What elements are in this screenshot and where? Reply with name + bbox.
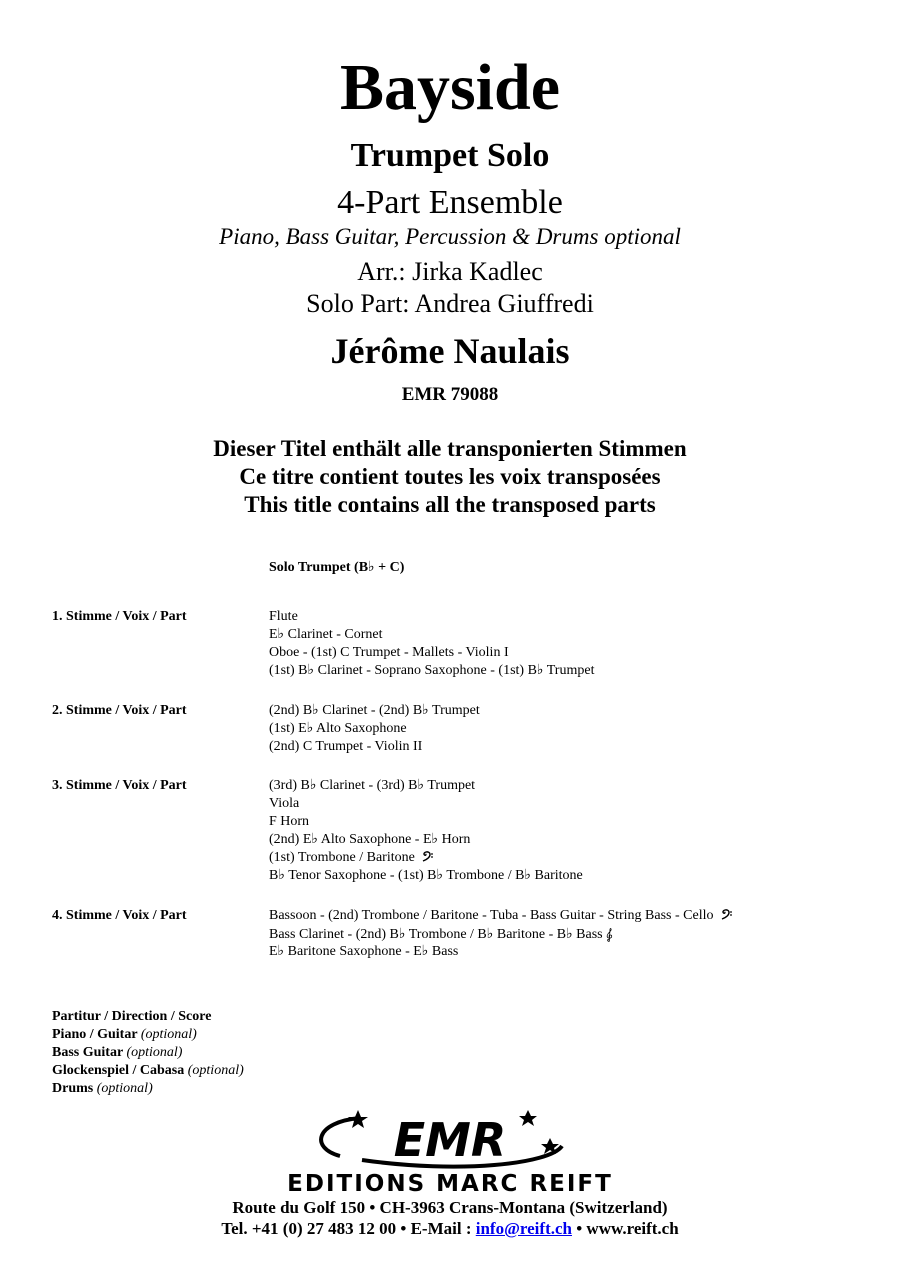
part-4-line-text: Bassoon - (2nd) Trombone / Baritone - Tuba - Bass Guitar - String Bass - Cello — [269, 908, 714, 923]
part-4-line-text: Bass Clarinet - (2nd) B♭ Trombone / B♭ Baritone - B♭ Bass — [269, 927, 603, 943]
part-4-line: E♭ Baritone Saxophone - E♭ Bass — [269, 944, 459, 959]
extra-optional: (optional) — [140, 1027, 197, 1042]
treble-clef-icon — [605, 925, 615, 945]
part-2-line: (2nd) C Trumpet - Violin II — [269, 739, 423, 754]
bass-clef-icon — [719, 909, 733, 923]
solo-trumpet-line: Solo Trumpet (B♭ + C) — [269, 560, 405, 575]
part-2-line: (1st) E♭ Alto Saxophone — [269, 721, 407, 736]
part-3-line: (3rd) B♭ Clarinet - (3rd) B♭ Trumpet — [269, 778, 476, 793]
extra-item — [52, 1008, 211, 1026]
part-1-line: Oboe - (1st) C Trumpet - Mallets - Violin I — [269, 645, 509, 660]
extra-item — [52, 1080, 153, 1098]
publisher-name: EDITIONS MARC REIFT — [287, 1171, 613, 1197]
extra-name: Drums — [52, 1081, 94, 1096]
note-german: Dieser Titel enthält alle transponierten Stimmen — [213, 436, 687, 461]
solo-part: Solo Part: Andrea Giuffredi — [306, 289, 594, 318]
extra-item — [52, 1026, 197, 1044]
note-french: Ce titre contient toutes les voix transposées — [239, 464, 661, 489]
extra-optional: (optional) — [126, 1045, 183, 1060]
part-1-line: Flute — [269, 609, 298, 624]
note-english: This title contains all the transposed parts — [244, 492, 656, 517]
part-4-label: 4. Stimme / Voix / Part — [52, 908, 187, 923]
publisher-web: • www.reift.ch — [576, 1219, 679, 1238]
part-2-line: (2nd) B♭ Clarinet - (2nd) B♭ Trumpet — [269, 703, 480, 718]
part-4-line-bass-clef — [269, 907, 733, 925]
part-3-line: Viola — [269, 796, 300, 811]
ensemble: 4-Part Ensemble — [337, 184, 563, 221]
publisher-address: Route du Golf 150 • CH-3963 Crans-Montana (Switzerland) — [232, 1198, 668, 1217]
extra-item — [52, 1062, 244, 1080]
part-1-line: (1st) B♭ Clarinet - Soprano Saxophone - (1st) B♭ Trumpet — [269, 663, 595, 678]
extra-optional: (optional) — [187, 1063, 244, 1078]
publisher-tel: Tel. +41 (0) 27 483 12 00 • E-Mail : — [221, 1219, 472, 1238]
bass-clef-icon — [420, 851, 434, 865]
subtitle: Trumpet Solo — [350, 137, 550, 174]
email-link[interactable]: info@reift.ch — [475, 1219, 572, 1238]
arranger: Arr.: Jirka Kadlec — [357, 257, 543, 286]
extra-name: Partitur / Direction / Score — [52, 1009, 212, 1024]
catalog-code: EMR 79088 — [401, 384, 499, 405]
publisher-contact — [0, 1218, 900, 1240]
extra-optional: (optional) — [96, 1081, 153, 1096]
part-1-line: E♭ Clarinet - Cornet — [269, 627, 383, 642]
part-3-line: B♭ Tenor Saxophone - (1st) B♭ Trombone / B♭ Baritone — [269, 868, 583, 883]
part-3-label: 3. Stimme / Voix / Part — [52, 778, 187, 793]
extra-name: Glockenspiel / Cabasa — [52, 1063, 185, 1078]
part-3-line: F Horn — [269, 814, 310, 829]
logo-text: EMR — [393, 1113, 507, 1167]
title: Bayside — [339, 51, 561, 124]
part-2-label: 2. Stimme / Voix / Part — [52, 703, 187, 718]
composer: Jérôme Naulais — [330, 331, 570, 371]
extra-item — [52, 1044, 182, 1062]
part-1-label: 1. Stimme / Voix / Part — [52, 609, 187, 624]
extra-name: Piano / Guitar — [52, 1027, 138, 1042]
part-4-line-treble-clef — [269, 925, 615, 945]
instrumentation: Piano, Bass Guitar, Percussion & Drums optional — [219, 224, 681, 249]
emr-logo — [300, 1108, 600, 1172]
extra-name: Bass Guitar — [52, 1045, 123, 1060]
part-3-line-text: (1st) Trombone / Baritone — [269, 850, 415, 865]
part-3-line-bass-clef — [269, 849, 434, 867]
part-3-line: (2nd) E♭ Alto Saxophone - E♭ Horn — [269, 832, 471, 847]
